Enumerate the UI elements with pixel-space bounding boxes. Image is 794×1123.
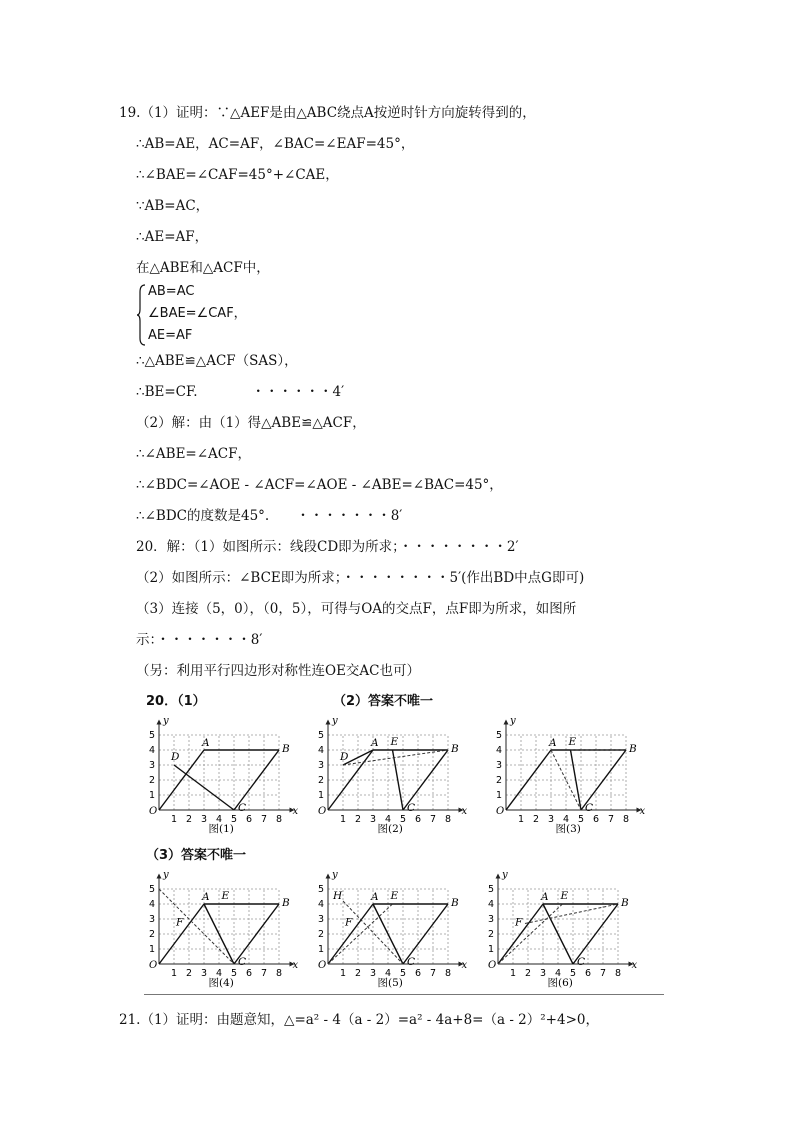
x-tick-label: 2 <box>525 968 532 979</box>
divider <box>144 994 664 995</box>
y-axis-label: y <box>510 715 516 727</box>
y-axis-label: y <box>163 715 169 727</box>
construction-line <box>525 904 618 924</box>
point-label-a: A <box>202 891 210 903</box>
point-label-b: B <box>451 743 459 755</box>
point-label-b: B <box>282 897 290 909</box>
point-label-f: F <box>176 916 184 929</box>
y-tick-label: 5 <box>318 730 325 741</box>
y-arrow-icon <box>326 874 331 879</box>
figure-2 <box>314 712 468 835</box>
q20-line: （另：利用平行四边形对称性连OE交AC也可） <box>136 663 421 679</box>
x-tick-label: 3 <box>540 968 547 979</box>
x-tick-label: 5 <box>400 968 407 979</box>
x-tick-label: 1 <box>510 968 517 979</box>
segment-OA <box>159 904 204 964</box>
point-label-a: A <box>371 891 379 903</box>
point-label-a: A <box>371 737 379 749</box>
proof-line: ∵AB=AC， <box>136 198 210 214</box>
proof-line: （2）解：由（1）得△ABE≌△ACF， <box>136 415 366 431</box>
point-label-h: H <box>333 890 343 902</box>
point-label-a: A <box>541 891 549 903</box>
x-axis-label: x <box>461 960 468 971</box>
x-tick-label: 6 <box>246 814 253 825</box>
proof-line: ∴∠BAE=∠CAF=45°+∠CAE， <box>136 167 339 183</box>
point-label-a: A <box>202 737 210 749</box>
x-axis-label: x <box>461 806 468 817</box>
x-tick-label: 8 <box>445 968 452 979</box>
x-tick-label: 2 <box>533 814 540 825</box>
x-tick-label: 4 <box>216 814 223 825</box>
x-axis-label: x <box>292 806 299 817</box>
figure-6 <box>484 866 638 989</box>
q21-line: 21.（1）证明：由题意知，△=a² - 4（a - 2）=a² - 4a+8=（a - 2）²+4>0， <box>119 1012 599 1028</box>
point-label-d: D <box>171 751 180 763</box>
x-tick-label: 2 <box>186 968 193 979</box>
y-tick-label: 3 <box>318 760 325 771</box>
figure-caption: 图(6) <box>547 977 573 989</box>
y-tick-label: 5 <box>318 884 325 895</box>
point-label-f: F <box>515 916 523 929</box>
equation-system <box>136 284 306 346</box>
q20-line: 示：・・・・・・・8′ <box>136 632 263 648</box>
x-tick-label: 7 <box>430 814 437 825</box>
y-tick-label: 1 <box>149 944 156 955</box>
y-tick-label: 5 <box>488 884 495 895</box>
point-label-b: B <box>282 743 290 755</box>
proof-line: ∴∠BDC的度数是45°. ・・・・・・・8′ <box>136 508 403 524</box>
x-tick-label: 5 <box>400 814 407 825</box>
y-tick-label: 4 <box>318 899 325 910</box>
y-axis-label: y <box>502 869 508 881</box>
q19-intro: 19.（1）证明：∵△AEF是由△ABC绕点A按逆时针方向旋转得到的， <box>119 105 536 121</box>
x-tick-label: 4 <box>385 968 392 979</box>
x-tick-label: 6 <box>246 968 253 979</box>
y-tick-label: 1 <box>318 790 325 801</box>
figure-label: 20．（1） <box>146 694 206 709</box>
y-arrow-icon <box>157 874 162 879</box>
origin-label: O <box>149 806 158 817</box>
figure-caption: 图(1) <box>208 823 234 835</box>
x-tick-label: 4 <box>563 814 570 825</box>
figure-4 <box>145 866 299 989</box>
y-axis-label: y <box>332 869 338 881</box>
x-axis-label: x <box>639 806 646 817</box>
y-arrow-icon <box>496 874 501 879</box>
x-tick-label: 5 <box>570 968 577 979</box>
x-tick-label: 6 <box>415 968 422 979</box>
figure-caption: 图(3) <box>555 823 581 835</box>
x-tick-label: 6 <box>593 814 600 825</box>
point-label-c: C <box>585 802 594 814</box>
x-tick-label: 3 <box>201 814 208 825</box>
y-tick-label: 4 <box>318 745 325 756</box>
x-tick-label: 3 <box>548 814 555 825</box>
x-tick-label: 6 <box>585 968 592 979</box>
x-tick-label: 8 <box>445 814 452 825</box>
q20-line: （2）如图所示：∠BCE即为所求；・・・・・・・・5′(作出BD中点G即可) <box>136 570 585 586</box>
proof-line: ∴∠BDC=∠AOE - ∠ACF=∠AOE - ∠ABE=∠BAC=45°， <box>136 477 503 493</box>
x-tick-label: 8 <box>276 814 283 825</box>
y-tick-label: 5 <box>149 884 156 895</box>
point-label-e: E <box>390 736 399 748</box>
x-tick-label: 3 <box>201 968 208 979</box>
system-row: ∠BAE=∠CAF， <box>148 306 247 321</box>
system-row: AB=AC <box>148 284 195 299</box>
origin-label: O <box>318 960 327 971</box>
y-arrow-icon <box>326 720 331 725</box>
x-axis-label: x <box>292 960 299 971</box>
x-axis-label: x <box>631 960 638 971</box>
figure-5 <box>314 866 468 989</box>
x-tick-label: 5 <box>231 814 238 825</box>
x-tick-label: 7 <box>261 814 268 825</box>
figure-label: （2）答案不唯一 <box>333 694 434 709</box>
x-tick-label: 7 <box>430 968 437 979</box>
segment-CD <box>174 765 234 810</box>
y-tick-label: 3 <box>496 760 503 771</box>
x-tick-label: 1 <box>340 814 347 825</box>
x-tick-label: 6 <box>415 814 422 825</box>
y-tick-label: 2 <box>488 929 495 940</box>
point-label-e: E <box>568 736 577 748</box>
point-label-b: B <box>451 897 459 909</box>
proof-line: 在△ABE和△ACF中， <box>136 260 270 276</box>
y-tick-label: 1 <box>318 944 325 955</box>
x-tick-label: 2 <box>355 814 362 825</box>
y-tick-label: 5 <box>149 730 156 741</box>
x-tick-label: 5 <box>231 968 238 979</box>
point-label-e: E <box>390 890 399 902</box>
x-tick-label: 1 <box>171 814 178 825</box>
point-label-a: A <box>549 737 557 749</box>
y-tick-label: 3 <box>318 914 325 925</box>
proof-line: ∴BE=CF. ・・・・・・4′ <box>136 384 345 400</box>
y-tick-label: 2 <box>318 929 325 940</box>
x-tick-label: 4 <box>555 968 562 979</box>
q20-line: 20．解：（1）如图所示：线段CD即为所求；・・・・・・・・2′ <box>136 539 519 555</box>
point-label-e: E <box>221 890 230 902</box>
x-tick-label: 8 <box>623 814 630 825</box>
figure-1 <box>145 712 299 835</box>
x-tick-label: 2 <box>355 968 362 979</box>
segment-OA <box>498 904 543 964</box>
point-label-c: C <box>238 956 247 968</box>
figure-caption: 图(2) <box>377 823 403 835</box>
y-tick-label: 4 <box>149 745 156 756</box>
figure-3 <box>492 712 646 835</box>
y-arrow-icon <box>157 720 162 725</box>
y-tick-label: 1 <box>496 790 503 801</box>
y-axis-label: y <box>163 869 169 881</box>
point-label-e: E <box>560 890 569 902</box>
figure-caption: 图(4) <box>208 977 234 989</box>
x-tick-label: 5 <box>578 814 585 825</box>
q20-line: （3）连接（5，0），（0，5），可得与OA的交点F，点F即为所求，如图所 <box>136 601 577 617</box>
origin-label: O <box>488 960 497 971</box>
point-label-f: F <box>345 916 353 929</box>
y-tick-label: 4 <box>496 745 503 756</box>
y-tick-label: 1 <box>488 944 495 955</box>
y-tick-label: 3 <box>149 760 156 771</box>
brace-icon <box>136 284 146 346</box>
segment-OA <box>159 750 204 810</box>
origin-label: O <box>318 806 327 817</box>
point-label-d: D <box>340 751 349 763</box>
figure-label: （3）答案不唯一 <box>146 848 247 863</box>
point-label-c: C <box>238 802 247 814</box>
y-tick-label: 3 <box>488 914 495 925</box>
segment-OA <box>506 750 551 810</box>
y-tick-label: 2 <box>496 775 503 786</box>
x-tick-label: 7 <box>608 814 615 825</box>
x-tick-label: 8 <box>276 968 283 979</box>
y-tick-label: 2 <box>149 775 156 786</box>
origin-label: O <box>149 960 158 971</box>
x-tick-label: 1 <box>171 968 178 979</box>
y-axis-label: y <box>332 715 338 727</box>
point-label-b: B <box>629 743 637 755</box>
y-tick-label: 5 <box>496 730 503 741</box>
x-tick-label: 1 <box>340 968 347 979</box>
y-tick-label: 4 <box>149 899 156 910</box>
proof-line: ∴∠ABE=∠ACF， <box>136 446 251 462</box>
y-tick-label: 1 <box>149 790 156 801</box>
x-tick-label: 1 <box>518 814 525 825</box>
x-tick-label: 3 <box>370 968 377 979</box>
system-row: AE=AF <box>148 328 193 343</box>
point-label-b: B <box>621 897 629 909</box>
proof-line: ∴△ABE≌△ACF（SAS）， <box>136 353 298 369</box>
x-tick-label: 8 <box>615 968 622 979</box>
point-label-c: C <box>407 956 416 968</box>
segment-OA <box>328 750 373 810</box>
point-label-c: C <box>577 956 586 968</box>
y-tick-label: 2 <box>318 775 325 786</box>
x-tick-label: 3 <box>370 814 377 825</box>
y-tick-label: 2 <box>149 929 156 940</box>
figure-caption: 图(5) <box>377 977 403 989</box>
proof-line: ∴AB=AE，AC=AF，∠BAC=∠EAF=45°， <box>136 136 415 152</box>
x-tick-label: 4 <box>385 814 392 825</box>
y-tick-label: 3 <box>149 914 156 925</box>
x-tick-label: 4 <box>216 968 223 979</box>
point-label-c: C <box>407 802 416 814</box>
origin-label: O <box>496 806 505 817</box>
segment-OA <box>328 904 373 964</box>
proof-line: ∴AE=AF， <box>136 229 209 245</box>
y-arrow-icon <box>504 720 509 725</box>
x-tick-label: 2 <box>186 814 193 825</box>
y-tick-label: 4 <box>488 899 495 910</box>
x-tick-label: 7 <box>261 968 268 979</box>
x-tick-label: 7 <box>600 968 607 979</box>
